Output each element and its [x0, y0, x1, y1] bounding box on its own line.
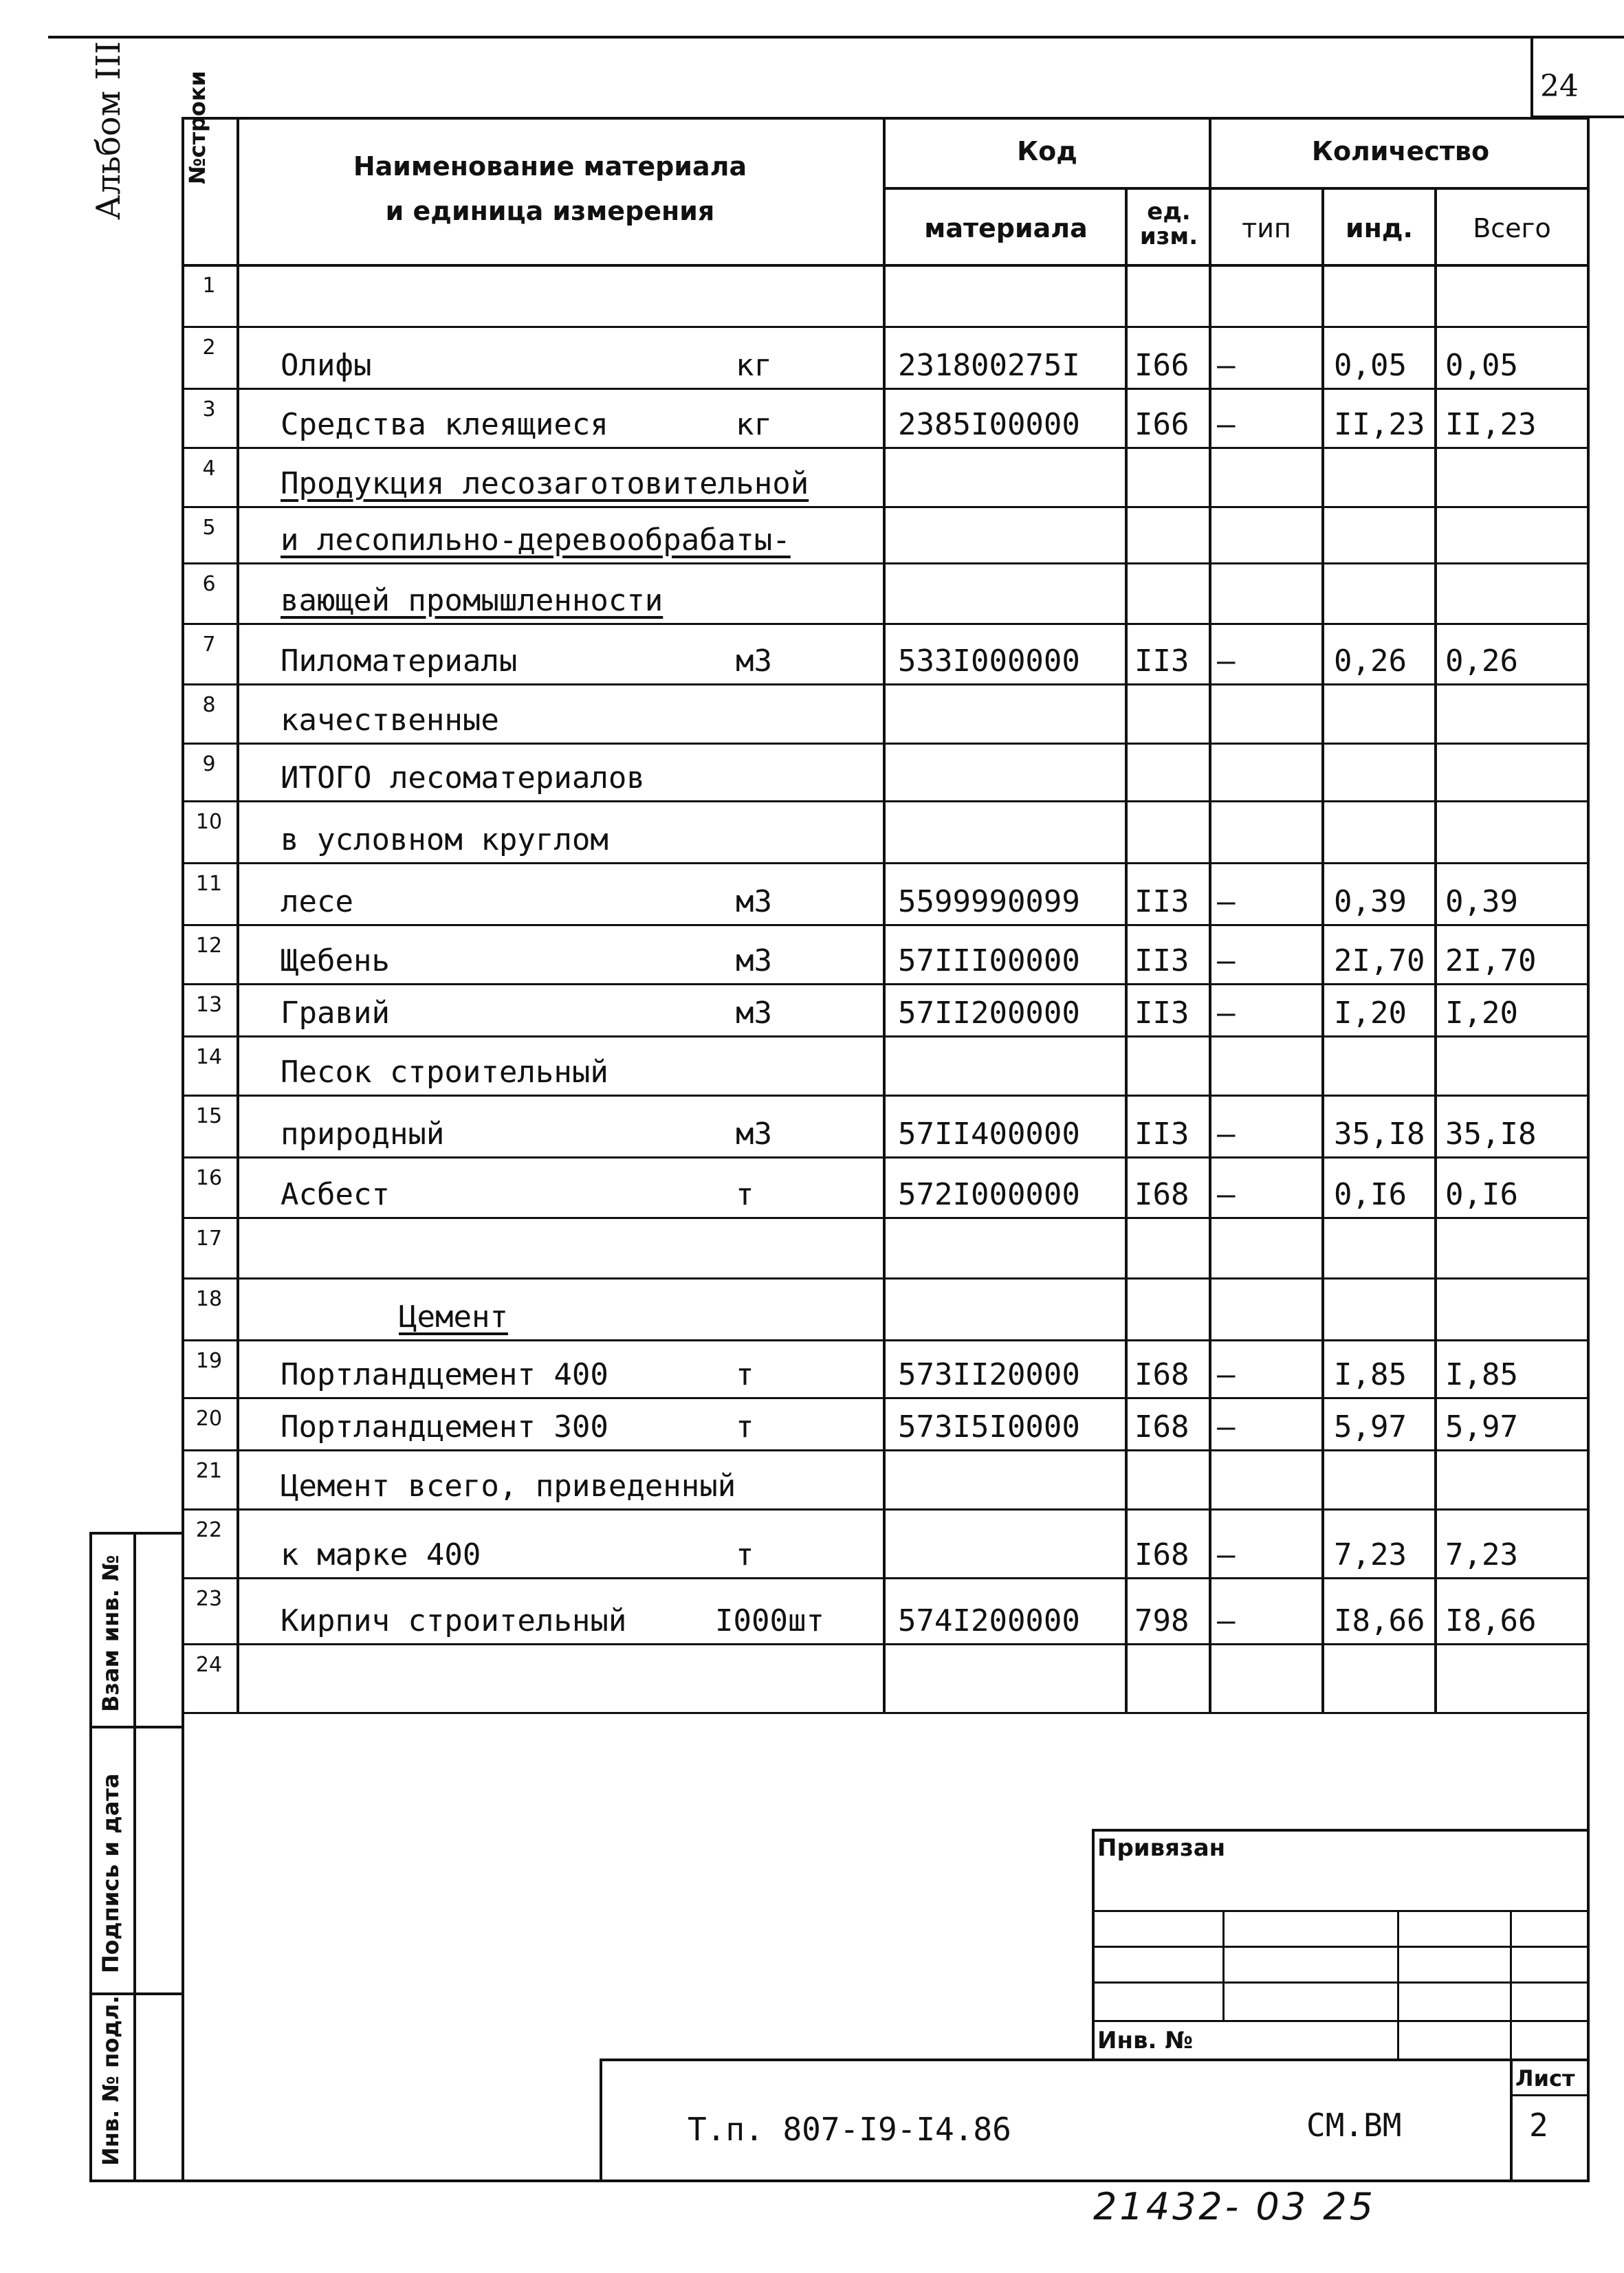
col-line-6 — [1434, 187, 1437, 1712]
type-value: – — [1217, 1537, 1236, 1572]
name-header-line2: и единица измерения — [385, 196, 715, 226]
row-number: 5 — [202, 516, 216, 540]
unit-code-header — [1128, 199, 1210, 249]
total-header: Всего — [1473, 213, 1551, 243]
unit-code: 798 — [1134, 1603, 1189, 1638]
row-line-4 — [182, 506, 1590, 508]
name-header-line1: Наименование материала — [353, 151, 747, 182]
type-value: – — [1217, 1409, 1236, 1445]
inv-podl-label: Инв. № подл. — [98, 1995, 124, 2166]
frame-left — [182, 1712, 184, 2182]
ind-value: 2I,70 — [1334, 943, 1425, 978]
unit-code: I68 — [1134, 1177, 1189, 1212]
signature-date-label: Подпись и дата — [98, 1773, 124, 1973]
material-name: природный — [281, 1117, 445, 1152]
unit: кг — [736, 407, 772, 442]
type-value: – — [1217, 943, 1236, 978]
row-number: 4 — [202, 457, 216, 481]
row-line-19 — [182, 1397, 1590, 1399]
unit-code: II3 — [1134, 943, 1189, 978]
title-grid-line2 — [1092, 1946, 1590, 1948]
unit-code: II3 — [1134, 644, 1189, 679]
unit: м3 — [736, 1117, 772, 1152]
unit-code: II3 — [1134, 884, 1189, 919]
row-number: 11 — [195, 872, 223, 896]
material-code: 231800275I — [898, 348, 1080, 383]
col-line-0 — [182, 117, 184, 1712]
material-name: и лесопильно-деревообрабаты- — [281, 523, 791, 558]
material-code: 57II200000 — [898, 996, 1080, 1031]
col-line-5 — [1321, 187, 1324, 1712]
row-line-20 — [182, 1449, 1590, 1451]
material-name: Продукция лесозаготовительной — [281, 466, 809, 501]
material-name: Цемент — [399, 1299, 508, 1335]
row-number: 17 — [195, 1227, 223, 1251]
row-line-14 — [182, 1095, 1590, 1097]
material-name: ИТОГО лесоматериалов — [281, 760, 645, 795]
material-name: в условном круглом — [281, 822, 608, 857]
unit: м3 — [736, 943, 772, 978]
row-number: 14 — [195, 1045, 223, 1069]
unit: т — [736, 1409, 754, 1445]
row-line-8 — [182, 743, 1590, 745]
row-line-16 — [182, 1217, 1590, 1219]
unit-code: II3 — [1134, 1117, 1189, 1152]
material-name: Щебень — [281, 943, 390, 978]
material-code: 572I000000 — [898, 1177, 1080, 1212]
vzam-inv-label: Взам инв. № — [98, 1555, 124, 1712]
top-rule — [48, 36, 1624, 39]
album-label: Альбом III — [89, 41, 128, 220]
type-value: – — [1217, 407, 1236, 442]
row-line-3 — [182, 447, 1590, 449]
title-grid-col2 — [1397, 1910, 1399, 2060]
material-name: качественные — [281, 703, 499, 738]
side-stamp-sep1 — [89, 1726, 183, 1728]
unit: т — [736, 1537, 754, 1572]
unit-code: I68 — [1134, 1537, 1189, 1572]
row-number: 16 — [195, 1166, 223, 1190]
ind-value: II,23 — [1334, 407, 1425, 442]
col-line-4 — [1209, 117, 1211, 1712]
row-line-2 — [182, 388, 1590, 390]
row-line-7 — [182, 683, 1590, 685]
material-name: лесе — [281, 884, 353, 919]
ind-value: 7,23 — [1334, 1537, 1407, 1572]
unit: м3 — [736, 884, 772, 919]
ind-value: 0,39 — [1334, 884, 1407, 919]
unit: I000шт — [715, 1603, 824, 1638]
title-grid-col3 — [1510, 1910, 1512, 2060]
unit-code: I66 — [1134, 407, 1189, 442]
material-code: 533I000000 — [898, 644, 1080, 679]
sheet-cell-left — [1510, 2058, 1513, 2182]
material-name: Пиломатериалы — [281, 644, 518, 679]
row-number: 9 — [202, 752, 216, 776]
sheet-number: 2 — [1529, 2107, 1548, 2144]
inv-no-label: Инв. № — [1097, 2027, 1194, 2054]
row-number: 24 — [195, 1653, 223, 1677]
type-value: – — [1217, 348, 1236, 383]
row-number: 7 — [202, 633, 216, 657]
row-line-13 — [182, 1035, 1590, 1037]
handwritten-inventory-number: 21432- 03 25 — [1093, 2185, 1376, 2228]
row-number: 19 — [195, 1349, 223, 1373]
unit-code: I68 — [1134, 1357, 1189, 1392]
unit-code: II3 — [1134, 996, 1189, 1031]
table-top-border — [182, 117, 1590, 120]
type-value: – — [1217, 884, 1236, 919]
document-code: Т.п. 807-I9-I4.86 — [688, 2111, 1011, 2148]
type-value: – — [1217, 1357, 1236, 1392]
type-value: – — [1217, 1603, 1236, 1638]
type-value: – — [1217, 1177, 1236, 1212]
ind-value: 35,I8 — [1334, 1117, 1425, 1152]
ind-value: 0,26 — [1334, 644, 1407, 679]
row-line-6 — [182, 623, 1590, 625]
side-stamp-sep2 — [89, 1992, 183, 1995]
row-number: 8 — [202, 693, 216, 717]
row-line-10 — [182, 862, 1590, 864]
material-code: 5599990099 — [898, 884, 1080, 919]
ind-value: 0,05 — [1334, 348, 1407, 383]
col-line-3 — [1125, 187, 1128, 1712]
material-name: Кирпич строительный — [281, 1603, 627, 1638]
unit: кг — [736, 348, 772, 383]
row-number: 3 — [202, 397, 216, 421]
frame-bottom — [89, 2179, 1590, 2182]
row-number: 21 — [195, 1459, 223, 1483]
code-header: Код — [1017, 136, 1077, 166]
page-number: 24 — [1540, 69, 1579, 104]
type-header: тип — [1242, 213, 1291, 243]
title-block-left — [1092, 1829, 1095, 2060]
row-line-23 — [182, 1643, 1590, 1645]
type-value: – — [1217, 996, 1236, 1031]
material-name: Средства клеящиеся — [281, 407, 608, 442]
row-line-17 — [182, 1277, 1590, 1280]
header-bottom-border — [182, 264, 1590, 267]
material-code: 57II400000 — [898, 1117, 1080, 1152]
row-line-21 — [182, 1508, 1590, 1511]
material-name: Олифы — [281, 348, 372, 383]
material-name: Портландцемент 400 — [281, 1357, 608, 1392]
row-number: 15 — [195, 1104, 223, 1128]
total-value: II,23 — [1445, 407, 1537, 442]
ind-value: 5,97 — [1334, 1409, 1407, 1445]
row-number: 13 — [195, 993, 223, 1017]
material-code: 57III00000 — [898, 943, 1080, 978]
material-name: к марке 400 — [281, 1537, 481, 1572]
quantity-header: Количество — [1311, 136, 1490, 166]
row-line-24 — [182, 1712, 1590, 1714]
row-number: 23 — [195, 1587, 223, 1611]
total-value: 0,I6 — [1445, 1177, 1518, 1212]
ind-value: I,85 — [1334, 1357, 1407, 1392]
material-name: Песок строительный — [281, 1055, 608, 1090]
type-value: – — [1217, 644, 1236, 679]
material-name: Портландцемент 300 — [281, 1409, 608, 1445]
title-grid-line4 — [1092, 2020, 1590, 2022]
row-line-5 — [182, 562, 1590, 564]
type-value: – — [1217, 1117, 1236, 1152]
page-number-box-divider — [1530, 36, 1533, 117]
unit: м3 — [736, 996, 772, 1031]
unit: т — [736, 1357, 754, 1392]
ind-header: инд. — [1345, 213, 1413, 243]
material-name: вающей промышленности — [281, 583, 663, 618]
unit: т — [736, 1177, 754, 1212]
side-stamp-outer-left — [89, 1532, 92, 2182]
row-line-9 — [182, 800, 1590, 802]
total-value: 0,05 — [1445, 348, 1518, 383]
total-value: 35,I8 — [1445, 1117, 1537, 1152]
unit: м3 — [736, 644, 772, 679]
material-name: Гравий — [281, 996, 390, 1031]
title-grid-line3 — [1092, 1981, 1590, 1984]
privyazan-label: Привязан — [1097, 1834, 1226, 1862]
material-name: Асбест — [281, 1177, 390, 1212]
side-stamp-divider — [133, 1532, 136, 2182]
document-mark: СМ.ВМ — [1306, 2107, 1402, 2144]
col-line-1 — [237, 117, 239, 1712]
title-grid-col1 — [1222, 1910, 1225, 2020]
col-line-7 — [1587, 117, 1590, 1712]
side-stamp-top — [89, 1532, 183, 1535]
row-number: 10 — [195, 810, 223, 834]
row-number: 1 — [202, 274, 216, 298]
row-line-1 — [182, 326, 1590, 328]
total-value: 2I,70 — [1445, 943, 1537, 978]
unit-code-header-line1: ед. — [1147, 198, 1191, 226]
total-value: 5,97 — [1445, 1409, 1518, 1445]
unit-code-header-line2: изм. — [1139, 223, 1198, 250]
doc-stamp-left — [600, 2058, 602, 2182]
title-block-top — [1092, 1829, 1590, 1832]
row-number: 6 — [202, 572, 216, 596]
header-mid-border — [883, 187, 1590, 190]
material-code: 574I200000 — [898, 1603, 1080, 1638]
doc-stamp-top — [600, 2058, 1590, 2061]
total-value: I,85 — [1445, 1357, 1518, 1392]
row-number-header: №строки — [184, 70, 210, 184]
material-code: 2385I00000 — [898, 407, 1080, 442]
row-line-11 — [182, 924, 1590, 926]
total-value: I8,66 — [1445, 1603, 1537, 1638]
total-value: I,20 — [1445, 996, 1518, 1031]
ind-value: I8,66 — [1334, 1603, 1425, 1638]
row-number: 20 — [195, 1407, 223, 1431]
title-grid-line1 — [1092, 1910, 1590, 1912]
total-value: 0,26 — [1445, 644, 1518, 679]
total-value: 7,23 — [1445, 1537, 1518, 1572]
row-line-18 — [182, 1339, 1590, 1341]
unit-code: I66 — [1134, 348, 1189, 383]
row-line-12 — [182, 983, 1590, 985]
row-line-22 — [182, 1577, 1590, 1579]
material-code: 573I5I0000 — [898, 1409, 1080, 1445]
row-number: 22 — [195, 1518, 223, 1542]
sheet-cell-sep — [1510, 2094, 1590, 2096]
row-number: 12 — [195, 934, 223, 958]
material-name: Цемент всего, приведенный — [281, 1469, 736, 1504]
row-number: 2 — [202, 336, 216, 360]
row-number: 18 — [195, 1287, 223, 1311]
material-code-header: материала — [924, 213, 1088, 243]
ind-value: I,20 — [1334, 996, 1407, 1031]
row-line-15 — [182, 1156, 1590, 1159]
sheet-label: Лист — [1515, 2065, 1575, 2091]
unit-code: I68 — [1134, 1409, 1189, 1445]
material-code: 573II20000 — [898, 1357, 1080, 1392]
col-line-2 — [883, 117, 886, 1712]
total-value: 0,39 — [1445, 884, 1518, 919]
ind-value: 0,I6 — [1334, 1177, 1407, 1212]
